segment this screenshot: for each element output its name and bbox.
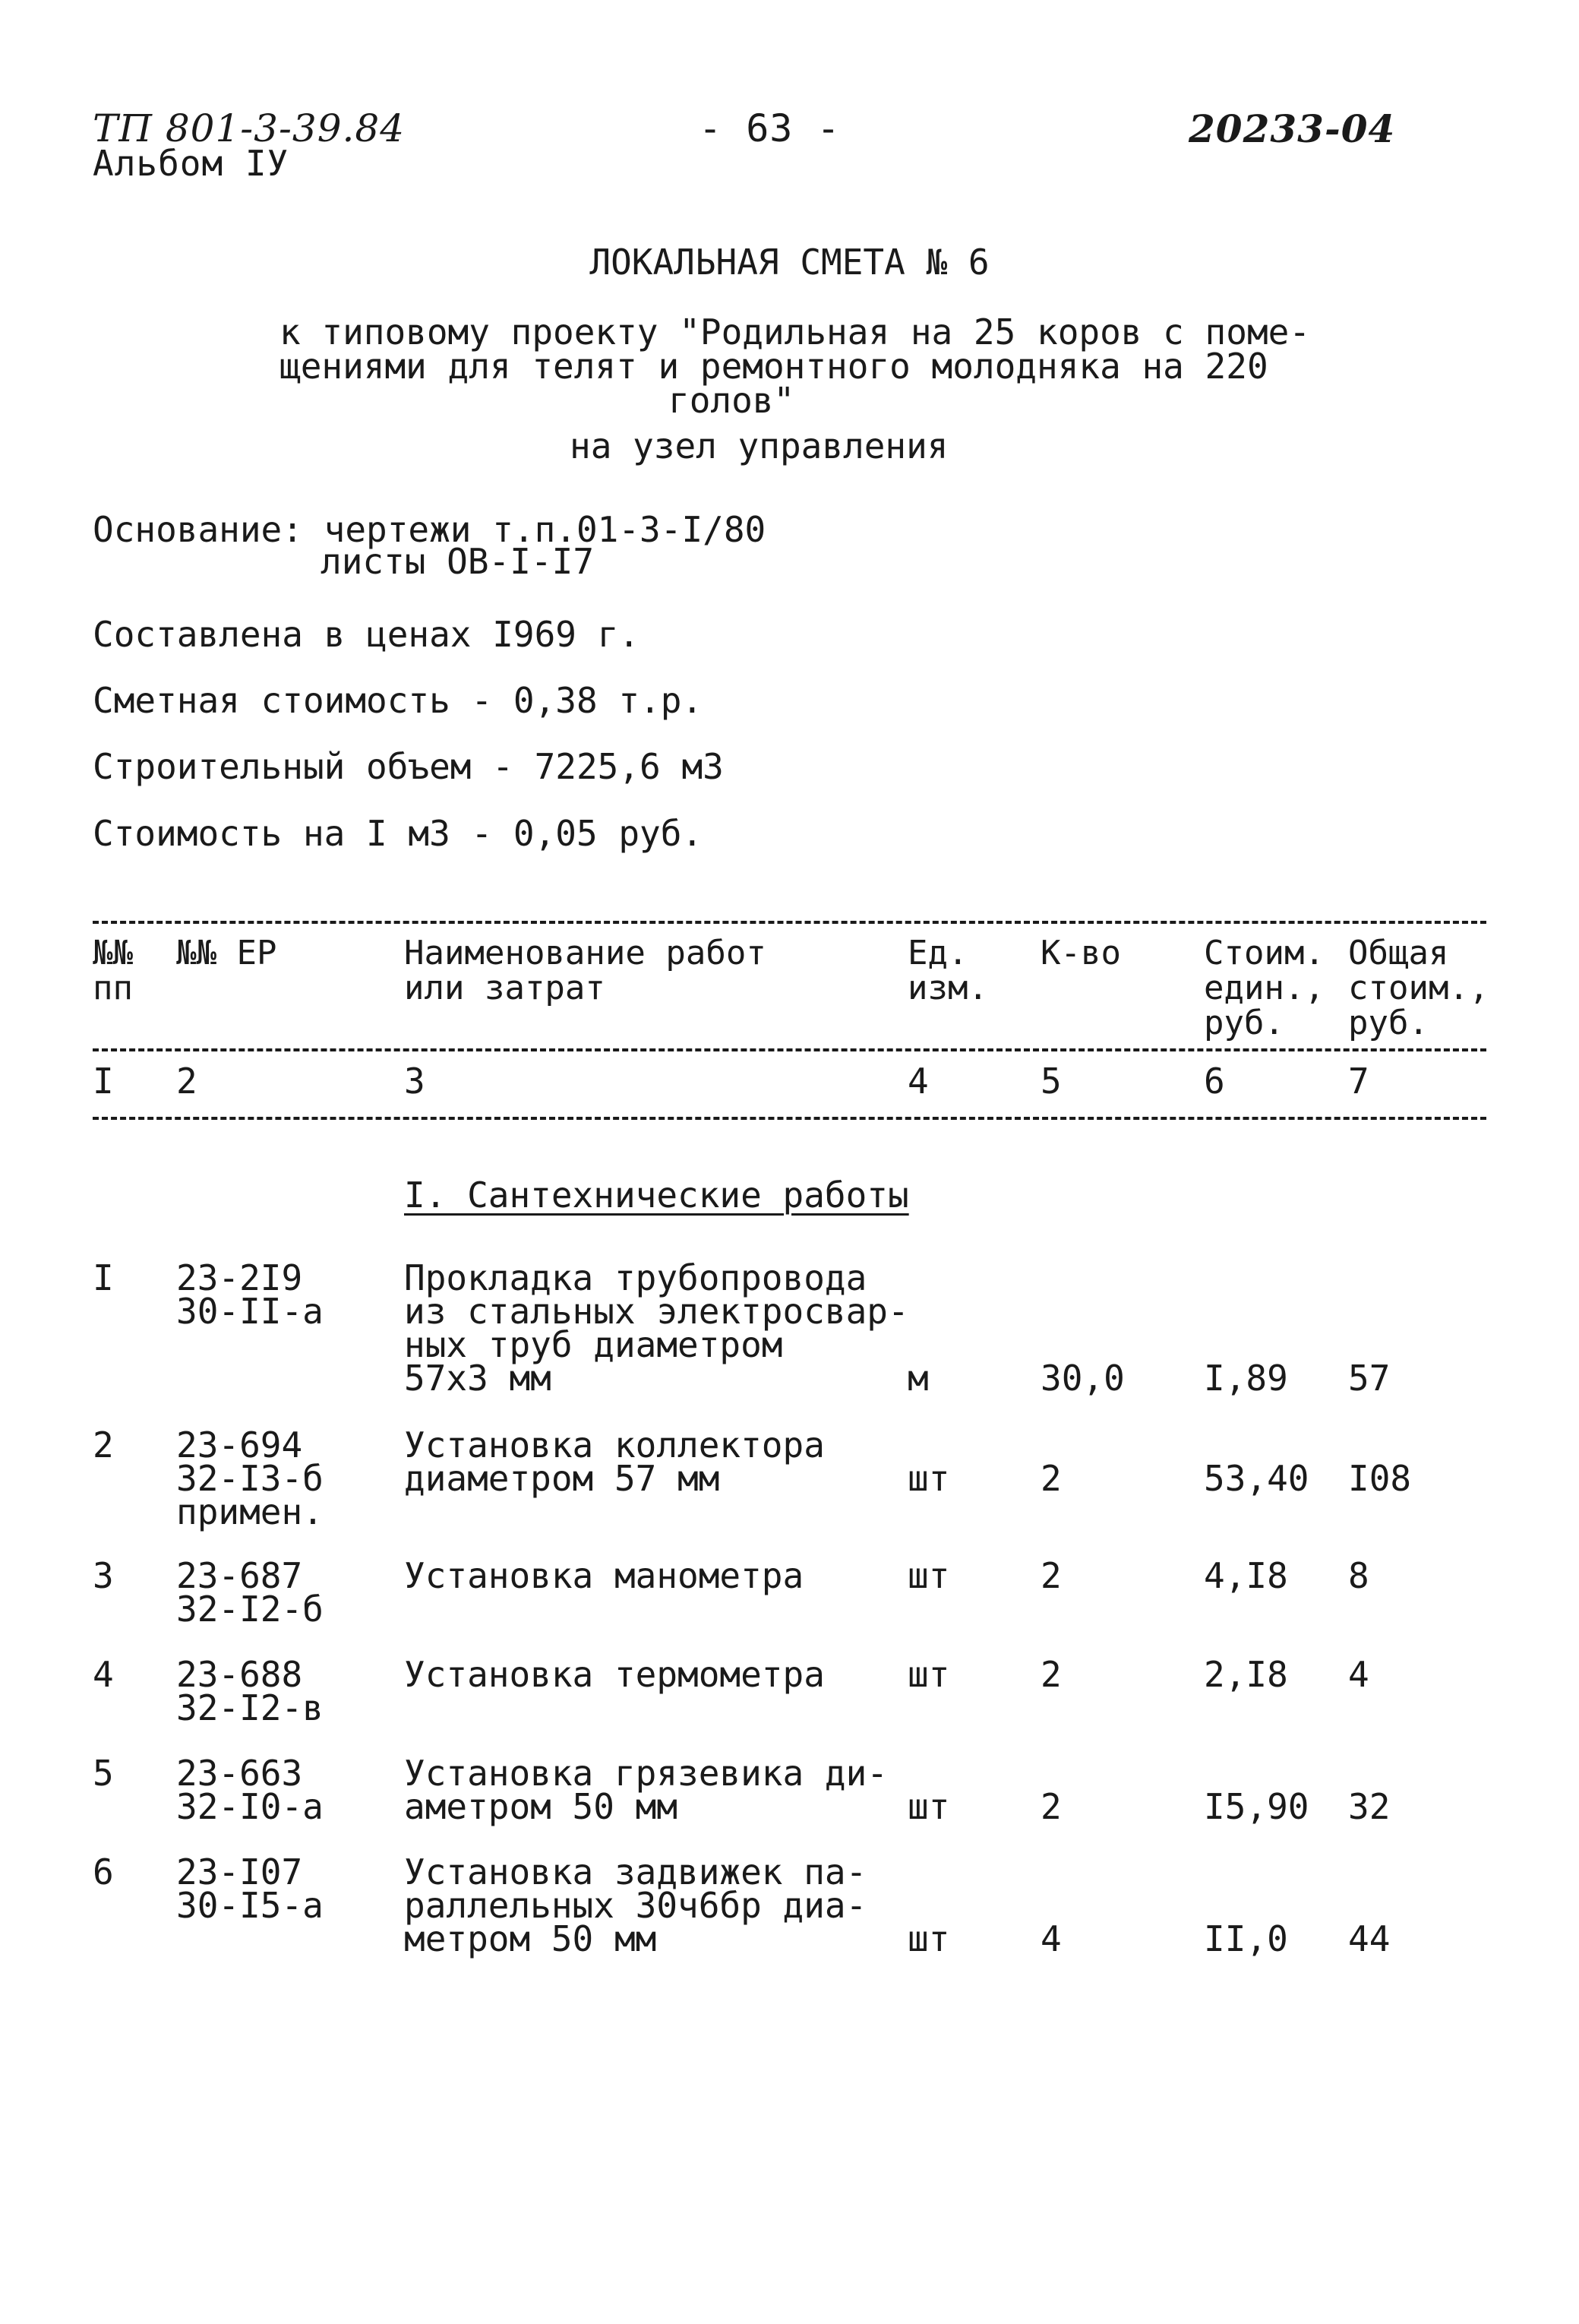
column-number: 5 bbox=[1041, 1061, 1062, 1102]
row-total: I08 bbox=[1348, 1458, 1412, 1499]
row-work-name: Установка грязевика ди- аметром 50 мм bbox=[404, 1753, 888, 1827]
row-work-name: Установка задвижек па- раллельных 30ч6бр диа- метром 50 мм bbox=[404, 1851, 867, 1959]
estimated-cost: Сметная стоимость - 0,38 т.р. bbox=[93, 680, 703, 721]
table-top-rule bbox=[93, 921, 1486, 924]
row-unit-price: I,89 bbox=[1204, 1358, 1288, 1399]
row-er-code: 23-687 32-I2-б bbox=[176, 1555, 324, 1630]
row-number: I bbox=[93, 1257, 114, 1298]
row-number: 2 bbox=[93, 1424, 114, 1466]
building-volume: Строительный объем - 7225,6 м3 bbox=[93, 746, 724, 787]
row-er-code: 23-663 32-I0-а bbox=[176, 1753, 324, 1827]
row-quantity: 2 bbox=[1041, 1555, 1062, 1596]
row-unit: м bbox=[908, 1358, 929, 1399]
row-total: 8 bbox=[1348, 1555, 1369, 1596]
row-unit: шт bbox=[908, 1555, 950, 1596]
row-unit-price: 4,I8 bbox=[1204, 1555, 1288, 1596]
row-unit: шт bbox=[908, 1458, 950, 1499]
row-unit-price: I5,90 bbox=[1204, 1786, 1309, 1827]
column-number: 7 bbox=[1348, 1061, 1369, 1102]
row-total: 4 bbox=[1348, 1654, 1369, 1695]
price-basis: Составлена в ценах I969 г. bbox=[93, 614, 640, 655]
column-number: 2 bbox=[176, 1061, 197, 1102]
header-name: Наименование работ или затрат bbox=[404, 934, 766, 1007]
header-bottom-rule bbox=[93, 1048, 1486, 1051]
row-quantity: 30,0 bbox=[1041, 1358, 1125, 1399]
doc-reference: ТП 801-3-39.84 bbox=[93, 106, 406, 150]
row-total: 32 bbox=[1348, 1786, 1391, 1827]
row-unit: шт bbox=[908, 1918, 950, 1959]
project-subtitle-line-2: щениями для телят и ремонтного молодняка на 220 bbox=[279, 346, 1268, 387]
sheet-code: 20233-04 bbox=[1189, 106, 1396, 151]
header-num: №№ пп bbox=[93, 934, 133, 1007]
row-number: 6 bbox=[93, 1851, 114, 1892]
row-unit: шт bbox=[908, 1786, 950, 1827]
row-unit-price: 53,40 bbox=[1204, 1458, 1309, 1499]
row-unit: шт bbox=[908, 1654, 950, 1695]
header-total: Общая стоим., руб. bbox=[1348, 934, 1489, 1042]
unit-volume-cost: Стоимость на I м3 - 0,05 руб. bbox=[93, 813, 703, 854]
row-er-code: 23-694 32-I3-б примен. bbox=[176, 1424, 324, 1532]
row-unit-price: 2,I8 bbox=[1204, 1654, 1288, 1695]
row-quantity: 4 bbox=[1041, 1918, 1062, 1959]
row-work-name: Установка манометра bbox=[404, 1555, 804, 1596]
column-numbers-rule bbox=[93, 1117, 1486, 1120]
estimate-object: на узел управления bbox=[570, 425, 949, 466]
column-number: 6 bbox=[1204, 1061, 1225, 1102]
row-number: 4 bbox=[93, 1654, 114, 1695]
column-number: 4 bbox=[908, 1061, 929, 1102]
row-total: 57 bbox=[1348, 1358, 1391, 1399]
basis-line-1: Основание: чертежи т.п.01-3-I/80 bbox=[93, 509, 766, 550]
row-number: 5 bbox=[93, 1753, 114, 1794]
header-er: №№ ЕР bbox=[176, 934, 277, 972]
project-subtitle-line-1: к типовому проекту "Родильная на 25 коров с поме- bbox=[279, 311, 1311, 353]
row-work-name: Установка коллектора диаметром 57 мм bbox=[404, 1424, 825, 1499]
header-qty: К-во bbox=[1041, 934, 1121, 972]
header-unit-price: Стоим. един., руб. bbox=[1204, 934, 1325, 1042]
project-subtitle-line-3: голов" bbox=[668, 380, 795, 421]
album-label: Альбом IУ bbox=[93, 143, 289, 184]
column-number: 3 bbox=[404, 1061, 425, 1102]
row-er-code: 23-2I9 30-II-а bbox=[176, 1257, 324, 1332]
row-er-code: 23-I07 30-I5-а bbox=[176, 1851, 324, 1926]
row-unit-price: II,0 bbox=[1204, 1918, 1288, 1959]
row-quantity: 2 bbox=[1041, 1654, 1062, 1695]
estimate-title: ЛОКАЛЬНАЯ СМЕТА № 6 bbox=[589, 242, 990, 283]
row-number: 3 bbox=[93, 1555, 114, 1596]
column-number: I bbox=[93, 1061, 114, 1102]
section-title: I. Сантехнические работы bbox=[404, 1175, 909, 1216]
row-total: 44 bbox=[1348, 1918, 1391, 1959]
row-quantity: 2 bbox=[1041, 1458, 1062, 1499]
row-er-code: 23-688 32-I2-в bbox=[176, 1654, 324, 1728]
row-work-name: Установка термометра bbox=[404, 1654, 825, 1695]
row-quantity: 2 bbox=[1041, 1786, 1062, 1827]
basis-line-2: листы ОВ-I-I7 bbox=[321, 541, 595, 582]
row-work-name: Прокладка трубопровода из стальных электросвар- ных труб диаметром 57х3 мм bbox=[404, 1257, 909, 1399]
page-number: - 63 - bbox=[699, 106, 841, 150]
header-unit: Ед. изм. bbox=[908, 934, 988, 1007]
